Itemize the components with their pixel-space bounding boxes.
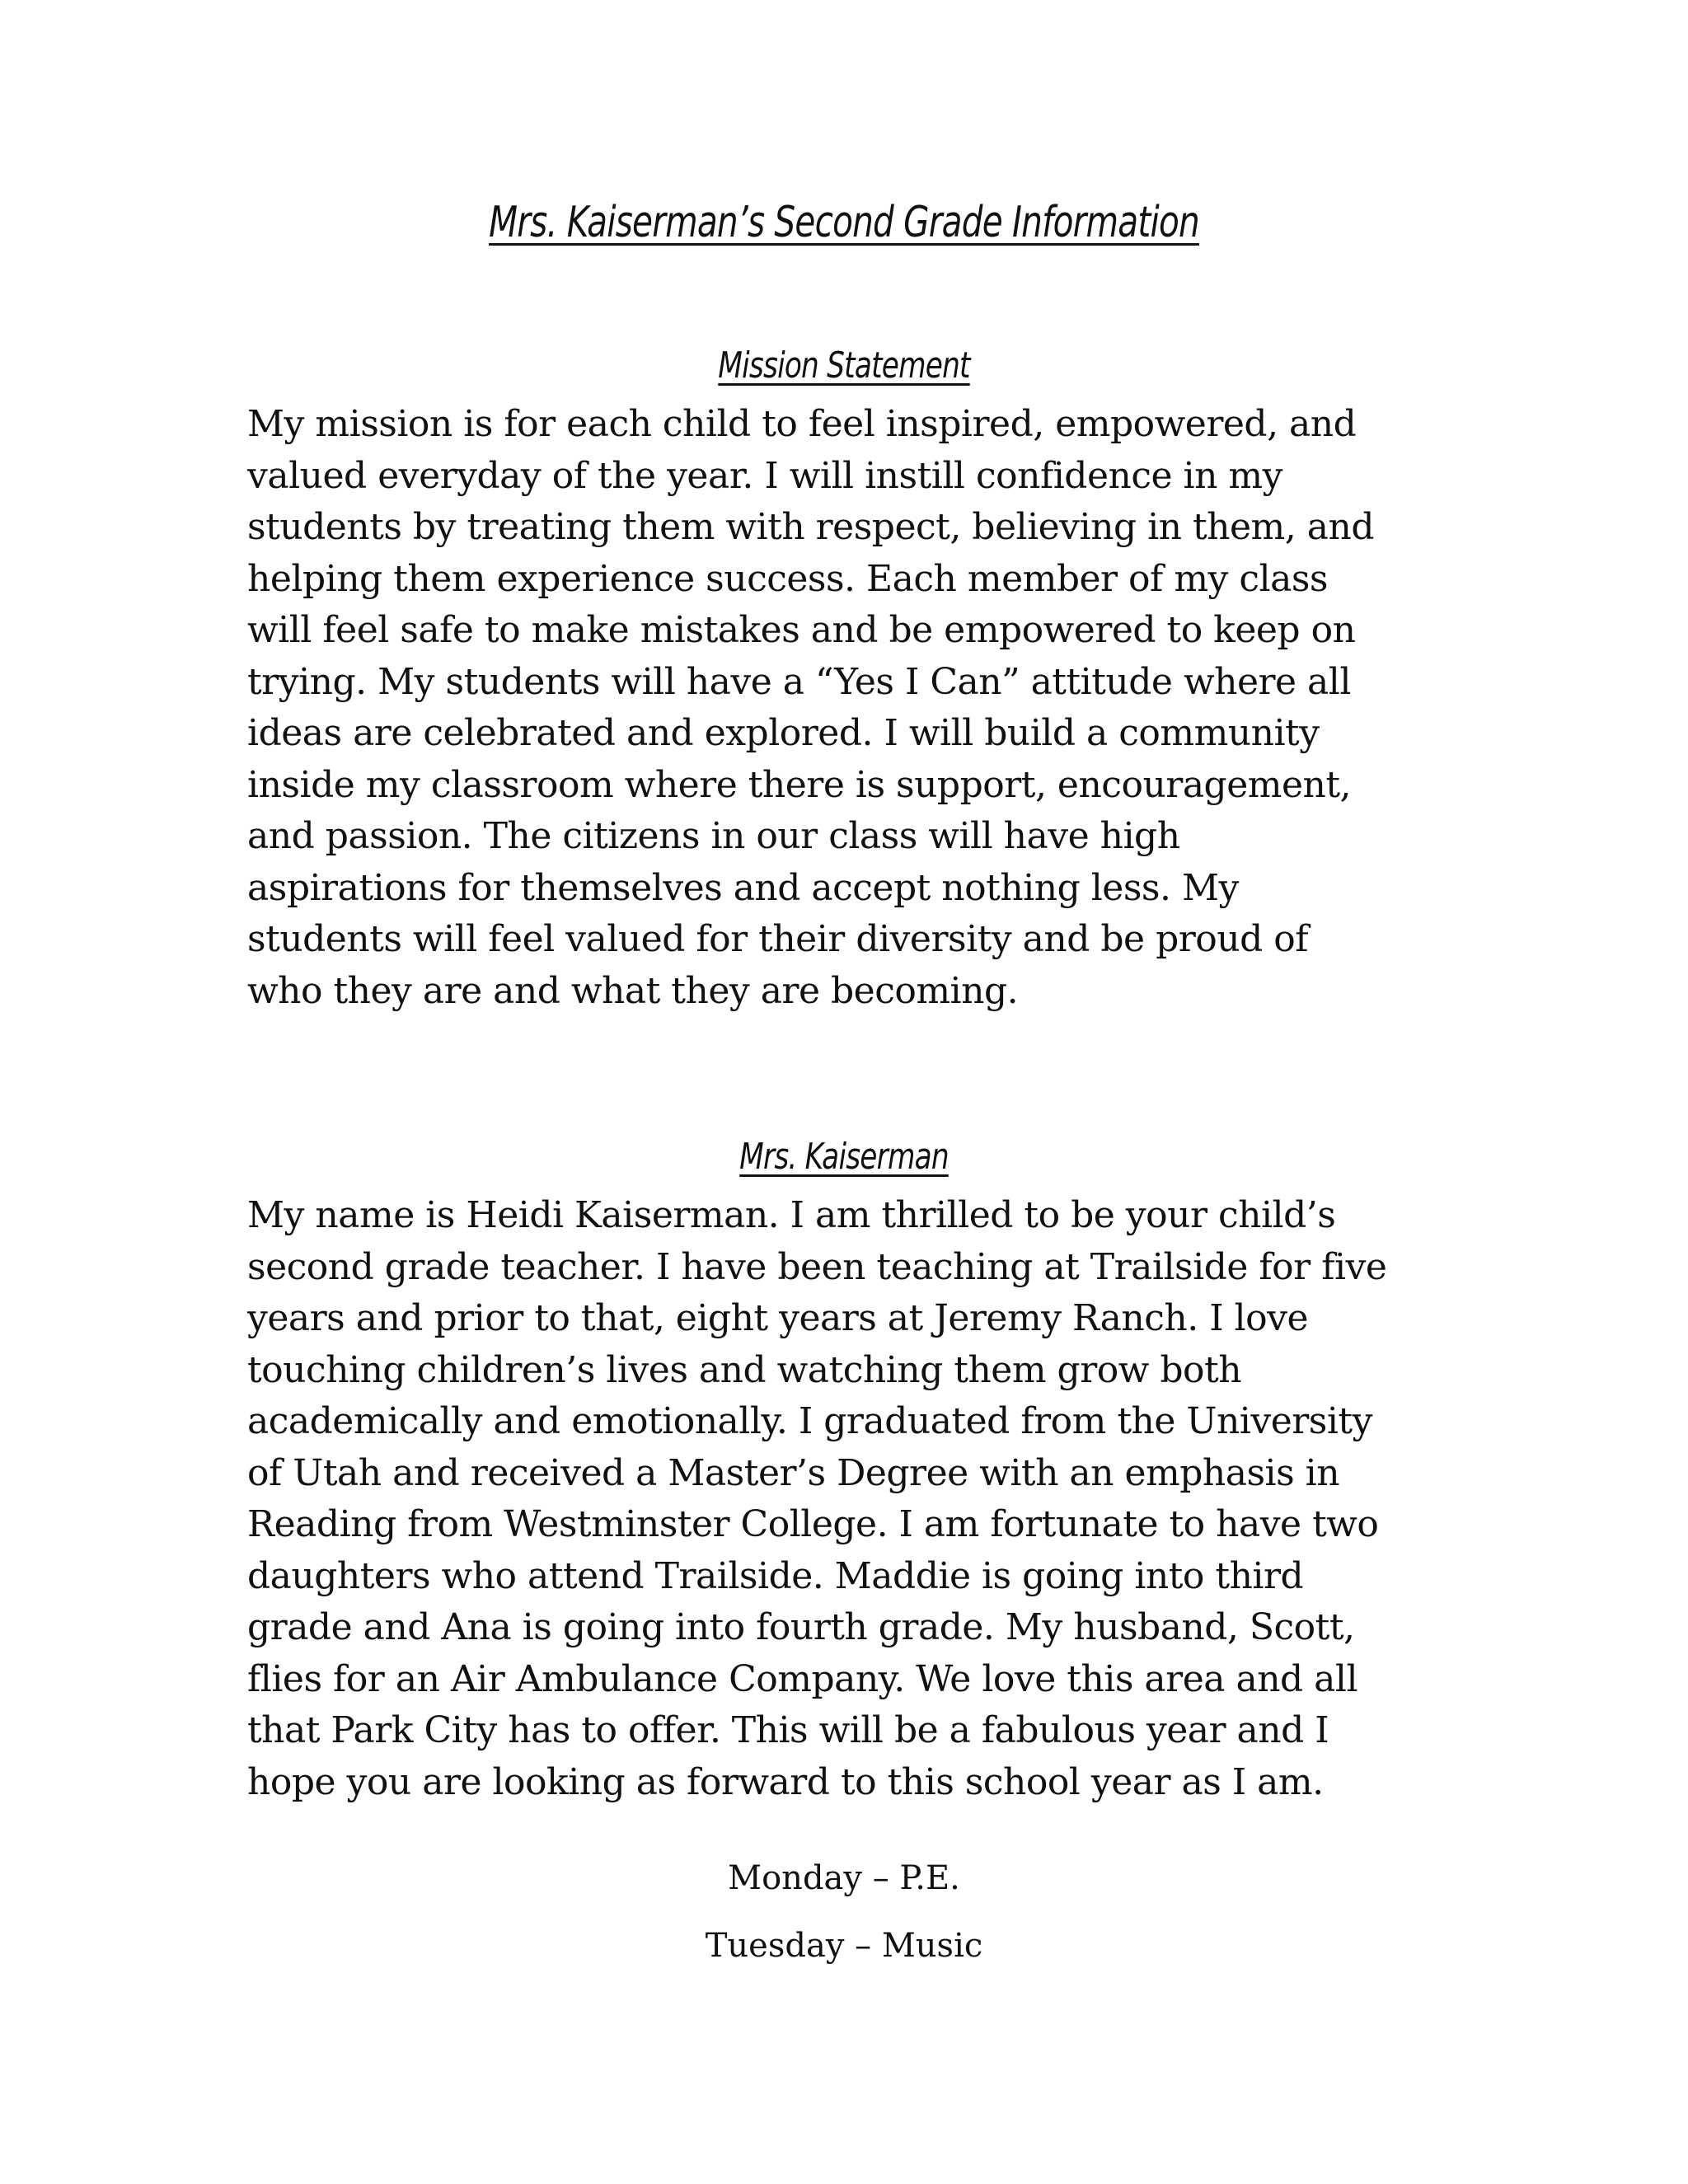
paragraph-line: students by treating them with respect, believing in them, and: [247, 506, 1374, 548]
paragraph-line: aspirations for themselves and accept nothing less. My: [247, 866, 1239, 909]
teacher-bio-heading: Mrs. Kaiserman: [739, 1136, 949, 1178]
paragraph-line: flies for an Air Ambulance Company. We love this area and all: [247, 1657, 1358, 1700]
paragraph-line: hope you are looking as forward to this school year as I am.: [247, 1760, 1324, 1803]
paragraph-line: trying. My students will have a “Yes I Can” attitude where all: [247, 660, 1351, 703]
paragraph-line: of Utah and received a Master’s Degree with an emphasis in: [247, 1451, 1340, 1494]
paragraph-line: valued everyday of the year. I will instill confidence in my: [247, 454, 1282, 497]
paragraph-line: and passion. The citizens in our class will have high: [247, 815, 1180, 857]
paragraph-line: inside my classroom where there is support, encouragement,: [247, 763, 1352, 806]
paragraph-line: grade and Ana is going into fourth grade. My husband, Scott,: [247, 1606, 1355, 1648]
document-title: Mrs. Kaiserman’s Second Grade Information: [489, 198, 1199, 247]
paragraph-line: Reading from Westminster College. I am fortunate to have two: [247, 1503, 1379, 1545]
schedule-tuesday: Tuesday – Music: [705, 1927, 983, 1965]
paragraph-line: that Park City has to offer. This will be a fabulous year and I: [247, 1709, 1329, 1751]
paragraph-line: who they are and what they are becoming.: [247, 969, 1019, 1012]
paragraph-line: will feel safe to make mistakes and be empowered to keep on: [247, 609, 1356, 651]
schedule-monday: Monday – P.E.: [728, 1859, 960, 1897]
paragraph-line: students will feel valued for their diversity and be proud of: [247, 918, 1309, 960]
paragraph-line: ideas are celebrated and explored. I will build a community: [247, 712, 1320, 754]
paragraph-line: My mission is for each child to feel inspired, empowered, and: [247, 403, 1357, 445]
paragraph-line: helping them experience success. Each member of my class: [247, 557, 1328, 600]
paragraph-line: touching children’s lives and watching them grow both: [247, 1348, 1242, 1391]
mission-statement-paragraph: [247, 399, 1451, 1017]
teacher-bio-paragraph: [247, 1190, 1451, 1808]
paragraph-line: second grade teacher. I have been teaching at Trailside for five: [247, 1245, 1387, 1288]
paragraph-line: years and prior to that, eight years at Jeremy Ranch. I love: [247, 1297, 1309, 1339]
mission-statement-heading: Mission Statement: [718, 344, 970, 387]
paragraph-line: academically and emotionally. I graduated from the University: [247, 1400, 1372, 1442]
paragraph-line: daughters who attend Trailside. Maddie is going into third: [247, 1554, 1304, 1597]
paragraph-line: My name is Heidi Kaiserman. I am thrilled to be your child’s: [247, 1194, 1336, 1236]
